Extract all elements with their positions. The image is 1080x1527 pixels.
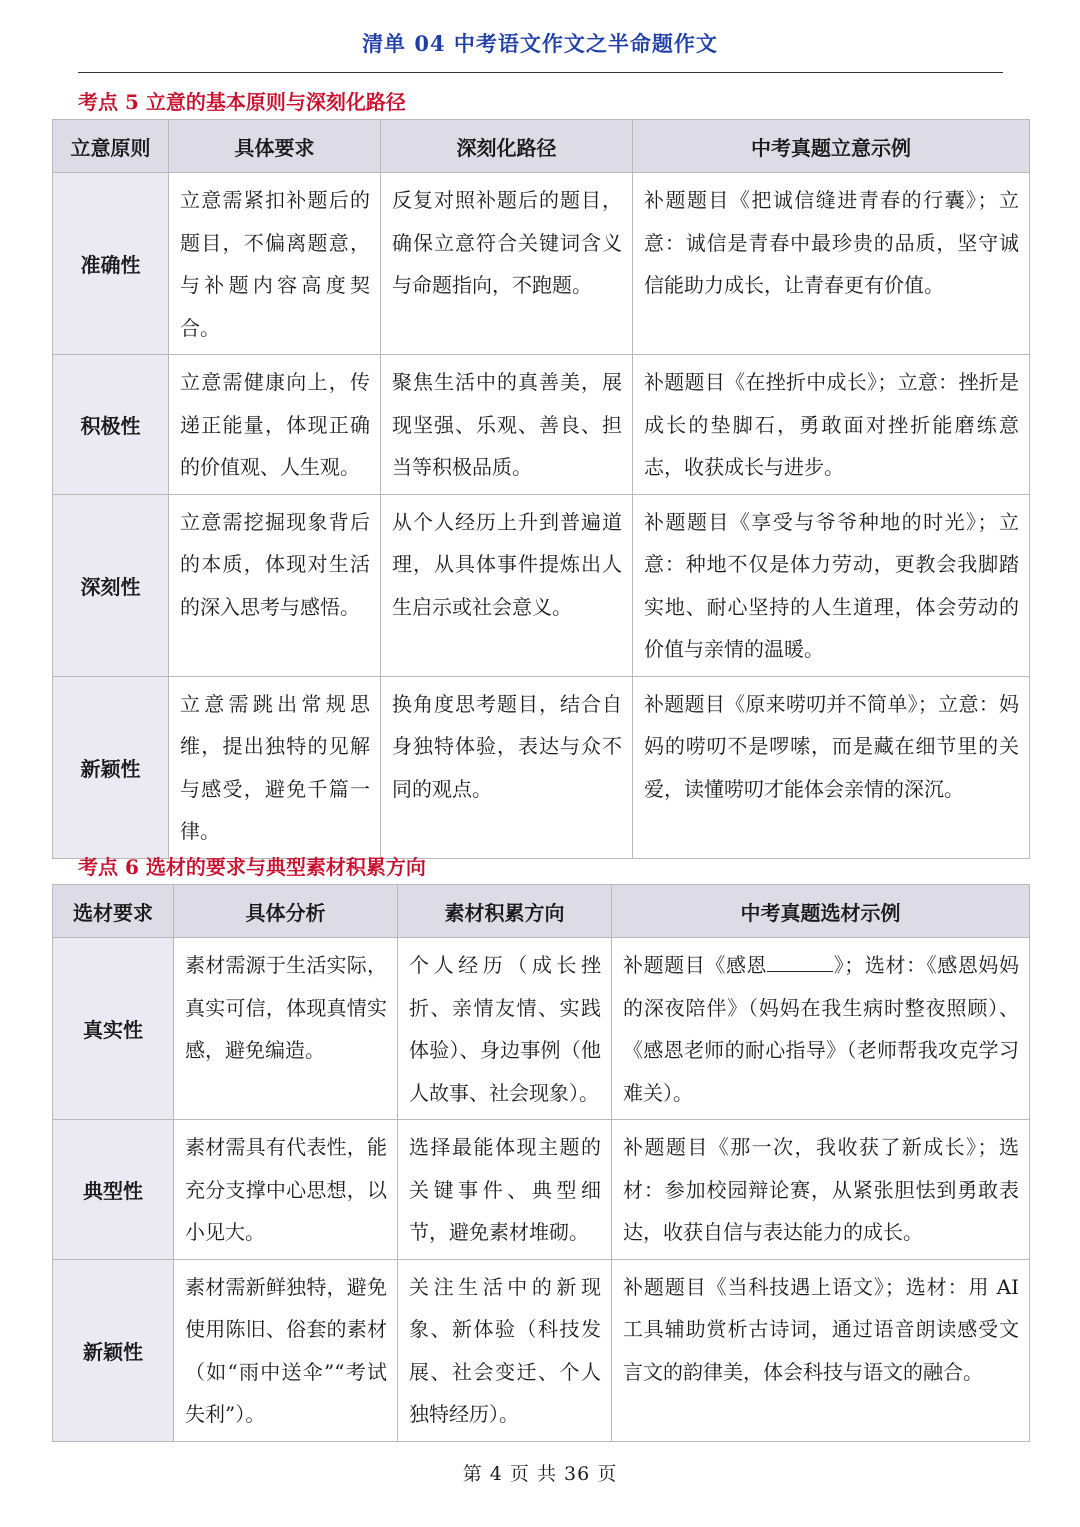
requirement-cell: 真实性 — [53, 938, 174, 1120]
principle-cell: 新颖性 — [53, 676, 169, 858]
table-header-row — [53, 885, 1030, 938]
analysis-cell: 素材需具有代表性，能充分支撑中心思想，以小见大。 — [174, 1120, 398, 1260]
table-row — [53, 1259, 1030, 1441]
principle-cell: 积极性 — [53, 355, 169, 495]
example-cell — [612, 938, 1030, 1120]
example-cell: 补题题目《享受与爷爷种地的时光》；立意：种地不仅是体力劳动，更教会我脚踏实地、耐心坚持的人生道理，体会劳动的价值与亲情的温暖。 — [633, 494, 1030, 676]
column-header: 深刻化路径 — [381, 120, 633, 173]
materials-table — [52, 884, 1030, 1442]
requirement-cell: 立意需健康向上，传递正能量，体现正确的价值观、人生观。 — [169, 355, 381, 495]
requirement-cell: 典型性 — [53, 1120, 174, 1260]
requirement-cell: 立意需挖掘现象背后的本质，体现对生活的深入思考与感悟。 — [169, 494, 381, 676]
column-header: 具体要求 — [169, 120, 381, 173]
column-header: 素材积累方向 — [398, 885, 612, 938]
direction-cell: 关注生活中的新现象、新体验（科技发展、社会变迁、个人独特经历）。 — [398, 1259, 612, 1441]
column-header: 中考真题立意示例 — [633, 120, 1030, 173]
example-cell: 补题题目《原来唠叨并不简单》；立意：妈妈的唠叨不是啰嗦，而是藏在细节里的关爱，读懂唠叨才能体会亲情的深沉。 — [633, 676, 1030, 858]
header-divider — [78, 72, 1003, 73]
section-6-title: 考点 6 选材的要求与典型素材积累方向 — [78, 855, 426, 879]
table-row — [53, 494, 1030, 676]
path-cell: 反复对照补题后的题目，确保立意符合关键词含义与命题指向，不跑题。 — [381, 173, 633, 355]
principles-table — [52, 119, 1030, 859]
table-row — [53, 676, 1030, 858]
column-header: 具体分析 — [174, 885, 398, 938]
table-row — [53, 355, 1030, 495]
example-text: 》；选材：《感恩妈妈的深夜陪伴》（妈妈在我生病时整夜照顾）、《感恩老师的耐心指导》（老师帮我攻克学习难关）。 — [623, 953, 1020, 1105]
table-row — [53, 1120, 1030, 1260]
path-cell: 换角度思考题目，结合自身独特体验，表达与众不同的观点。 — [381, 676, 633, 858]
principle-cell: 准确性 — [53, 173, 169, 355]
direction-cell: 个人经历（成长挫折、亲情友情、实践体验）、身边事例（他人故事、社会现象）。 — [398, 938, 612, 1120]
requirement-cell: 立意需紧扣补题后的题目，不偏离题意，与补题内容高度契合。 — [169, 173, 381, 355]
example-cell: 补题题目《那一次，我收获了新成长》；选材：参加校园辩论赛，从紧张胆怯到勇敢表达，收获自信与表达能力的成长。 — [612, 1120, 1030, 1260]
path-cell: 聚焦生活中的真善美，展现坚强、乐观、善良、担当等积极品质。 — [381, 355, 633, 495]
requirement-cell: 立意需跳出常规思维，提出独特的见解与感受，避免千篇一律。 — [169, 676, 381, 858]
example-text: 补题题目《感恩 — [623, 953, 768, 977]
direction-cell: 选择最能体现主题的关键事件、典型细节，避免素材堆砌。 — [398, 1120, 612, 1260]
column-header: 选材要求 — [53, 885, 174, 938]
example-cell: 补题题目《在挫折中成长》；立意：挫折是成长的垫脚石，勇敢面对挫折能磨练意志，收获成长与进步。 — [633, 355, 1030, 495]
table-row — [53, 938, 1030, 1120]
analysis-cell: 素材需源于生活实际，真实可信，体现真情实感，避免编造。 — [174, 938, 398, 1120]
path-cell: 从个人经历上升到普遍道理，从具体事件提炼出人生启示或社会意义。 — [381, 494, 633, 676]
document-header: 清单 04 中考语文作文之半命题作文 — [362, 31, 718, 56]
table-row — [53, 173, 1030, 355]
section-5-title: 考点 5 立意的基本原则与深刻化路径 — [78, 90, 406, 114]
example-cell: 补题题目《当科技遇上语文》；选材：用 AI 工具辅助赏析古诗词，通过语音朗读感受文言文的韵律美，体会科技与语文的融合。 — [612, 1259, 1030, 1441]
requirement-cell: 新颖性 — [53, 1259, 174, 1441]
analysis-cell: 素材需新鲜独特，避免使用陈旧、俗套的素材（如“雨中送伞”“考试失利”）。 — [174, 1259, 398, 1441]
fill-blank-line — [767, 953, 833, 972]
column-header: 中考真题选材示例 — [612, 885, 1030, 938]
table-header-row — [53, 120, 1030, 173]
example-cell: 补题题目《把诚信缝进青春的行囊》；立意：诚信是青春中最珍贵的品质，坚守诚信能助力成长，让青春更有价值。 — [633, 173, 1030, 355]
page-number: 第 4 页 共 36 页 — [462, 1463, 618, 1485]
principle-cell: 深刻性 — [53, 494, 169, 676]
column-header: 立意原则 — [53, 120, 169, 173]
